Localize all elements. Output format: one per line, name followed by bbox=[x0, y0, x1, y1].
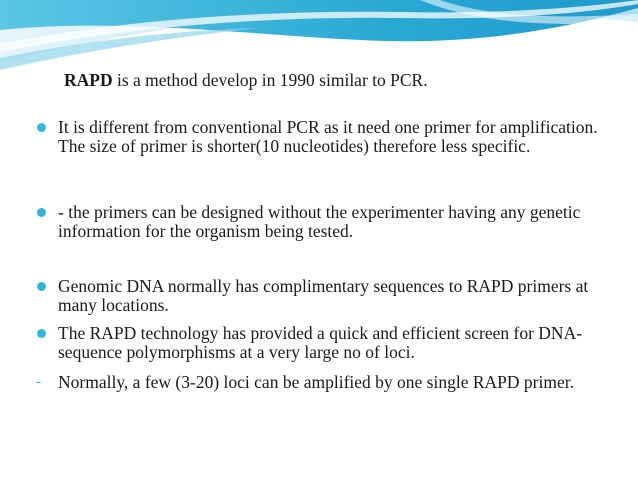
intro-line bbox=[64, 69, 428, 91]
bullet-item bbox=[58, 203, 610, 240]
bullet-dot-icon bbox=[34, 203, 50, 221]
bullet-text: Genomic DNA normally has complimentary sequences to RAPD primers at many locations. bbox=[58, 276, 589, 315]
header-wave-decoration bbox=[0, 0, 638, 80]
bullet-text: - the primers can be designed without the experimenter having any genetic information for the organism being tested. bbox=[58, 202, 581, 241]
bullet-item bbox=[36, 372, 610, 392]
bullet-text: The RAPD technology has provided a quick and efficient screen for DNA-sequence polymorphisms at a very large no of loci. bbox=[58, 323, 583, 362]
bullet-dot-icon bbox=[34, 277, 50, 295]
intro-term: RAPD bbox=[64, 70, 113, 90]
bullet-text: It is different from conventional PCR as it need one primer for amplification. The size of primer is shorter(10 nucleotides) therefore less specific. bbox=[58, 117, 598, 156]
bullet-item bbox=[58, 277, 610, 314]
bullet-item bbox=[58, 324, 610, 361]
intro-text: is a method develop in 1990 similar to PCR. bbox=[112, 70, 428, 90]
bullet-text: Normally, a few (3-20) loci can be amplified by one single RAPD primer. bbox=[58, 372, 574, 392]
bullet-dot-icon bbox=[34, 324, 50, 342]
bullet-dash-icon: - bbox=[36, 373, 42, 390]
bullet-item bbox=[58, 118, 610, 155]
bullet-dot-icon bbox=[34, 118, 50, 136]
